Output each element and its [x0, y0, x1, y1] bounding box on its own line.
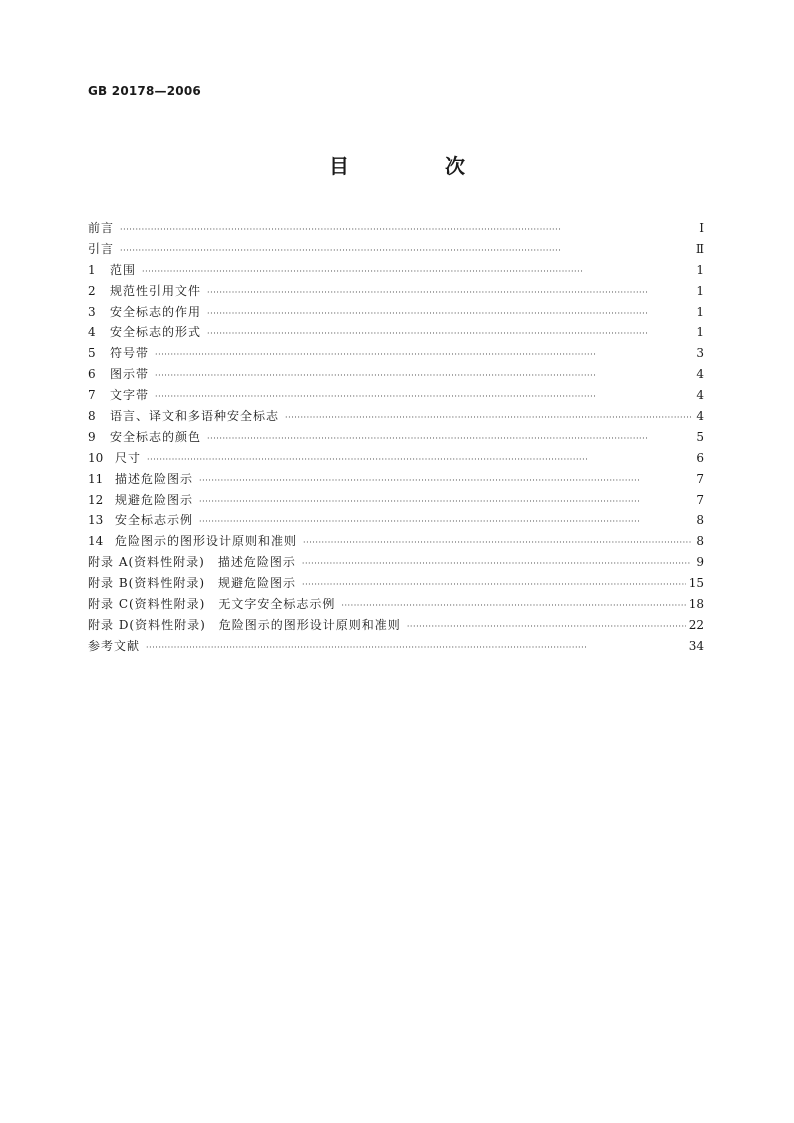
- toc-entry[interactable]: [88, 427, 704, 448]
- toc-entry[interactable]: [88, 364, 704, 385]
- toc-entry-page-number: 8: [696, 534, 704, 549]
- toc-entry-page-number: 3: [696, 346, 704, 361]
- toc-dot-leader: [120, 218, 691, 241]
- toc-entry[interactable]: [88, 594, 704, 615]
- toc-entry-number: 10: [88, 450, 104, 465]
- toc-entry-label: 前言: [88, 221, 115, 235]
- toc-entry-number: 2: [88, 283, 96, 298]
- table-of-contents: [88, 218, 704, 657]
- toc-entry-page-number: 6: [696, 450, 704, 465]
- toc-dot-leader: [199, 490, 691, 513]
- toc-entry-label: 危险图示的图形设计原则和准则: [115, 534, 298, 549]
- toc-dot-leader: [199, 510, 691, 533]
- toc-entry-label: 参考文献: [88, 638, 141, 653]
- toc-dot-leader: [407, 615, 686, 638]
- toc-entry-page-number: Ⅰ: [699, 221, 704, 235]
- toc-entry-page-number: 1: [696, 283, 704, 298]
- toc-entry[interactable]: [88, 469, 704, 490]
- toc-entry-label: 范围: [110, 262, 137, 277]
- toc-entry-page-number: 1: [696, 262, 704, 277]
- toc-entry-page-number: 4: [696, 409, 704, 424]
- toc-entry[interactable]: [88, 385, 704, 406]
- toc-dot-leader: [207, 302, 691, 325]
- toc-dot-leader: [155, 343, 691, 366]
- toc-dot-leader: [207, 281, 691, 304]
- toc-entry-number: 1: [88, 262, 96, 277]
- toc-entry-page-number: 15: [688, 576, 704, 591]
- toc-entry-label: 安全标志的颜色: [110, 429, 202, 444]
- toc-dot-leader: [199, 469, 691, 492]
- toc-entry-page-number: Ⅱ: [695, 241, 704, 256]
- toc-dot-leader: [303, 531, 691, 554]
- toc-entry-label: 附录 A(资料性附录) 描述危险图示: [88, 555, 296, 570]
- toc-entry-page-number: 4: [696, 388, 704, 403]
- toc-entry-label: 附录 B(资料性附录) 规避危险图示: [88, 576, 296, 591]
- toc-entry-label: 附录 D(资料性附录) 危险图示的图形设计原则和准则: [88, 617, 401, 632]
- toc-dot-leader: [302, 573, 686, 596]
- toc-entry-label: 描述危险图示: [115, 471, 194, 486]
- toc-dot-leader: [155, 385, 691, 408]
- toc-entry-number: 8: [88, 409, 96, 424]
- toc-entry-label: 符号带: [110, 346, 150, 361]
- page-title: 目 次: [329, 154, 503, 178]
- toc-entry-label: 引言: [88, 241, 115, 256]
- toc-dot-leader: [155, 364, 691, 387]
- toc-entry-page-number: 4: [696, 367, 704, 382]
- toc-dot-leader: [302, 552, 691, 575]
- toc-entry[interactable]: [88, 260, 704, 281]
- toc-entry[interactable]: [88, 302, 704, 323]
- toc-entry-number: 7: [88, 388, 96, 403]
- toc-entry-page-number: 1: [696, 325, 704, 340]
- toc-dot-leader: [142, 260, 691, 283]
- toc-entry-page-number: 7: [696, 492, 704, 507]
- toc-entry-page-number: 1: [696, 304, 704, 319]
- toc-entry-page-number: 9: [696, 555, 704, 570]
- toc-entry-number: 11: [88, 471, 104, 486]
- toc-entry-number: 14: [88, 534, 104, 549]
- toc-entry-number: 13: [88, 513, 104, 528]
- toc-entry-page-number: 22: [688, 617, 704, 632]
- toc-entry[interactable]: [88, 573, 704, 594]
- toc-entry-page-number: 34: [688, 638, 704, 653]
- toc-entry[interactable]: [88, 615, 704, 636]
- toc-entry-page-number: 8: [696, 513, 704, 528]
- toc-entry[interactable]: [88, 448, 704, 469]
- toc-entry-label: 安全标志示例: [115, 513, 194, 528]
- toc-entry[interactable]: [88, 343, 704, 364]
- toc-dot-leader: [341, 594, 685, 617]
- toc-entry-label: 语言、译文和多语种安全标志: [110, 409, 280, 424]
- toc-entry[interactable]: [88, 510, 704, 531]
- toc-entry[interactable]: [88, 281, 704, 302]
- toc-dot-leader: [207, 322, 691, 345]
- toc-entry-number: 6: [88, 367, 96, 382]
- toc-entry[interactable]: [88, 636, 704, 657]
- toc-entry-label: 安全标志的形式: [110, 325, 202, 340]
- toc-entry[interactable]: [88, 239, 704, 260]
- toc-entry-label: 图示带: [110, 367, 150, 382]
- toc-entry[interactable]: [88, 552, 704, 573]
- toc-entry-label: 规范性引用文件: [110, 283, 202, 298]
- toc-dot-leader: [207, 427, 691, 450]
- toc-entry[interactable]: [88, 531, 704, 552]
- toc-entry-page-number: 7: [696, 471, 704, 486]
- toc-dot-leader: [120, 239, 691, 262]
- toc-entry-label: 文字带: [110, 388, 150, 403]
- toc-entry-number: 3: [88, 304, 96, 319]
- toc-entry[interactable]: [88, 406, 704, 427]
- toc-entry-label: 尺寸: [115, 450, 142, 465]
- toc-dot-leader: [147, 448, 691, 471]
- toc-entry-label: 规避危险图示: [115, 492, 194, 507]
- standard-code: GB 20178—2006: [88, 84, 201, 98]
- toc-entry-number: 9: [88, 429, 96, 444]
- toc-entry-number: 5: [88, 346, 96, 361]
- toc-entry-number: 4: [88, 325, 96, 340]
- toc-entry-page-number: 5: [696, 429, 704, 444]
- toc-entry-label: 安全标志的作用: [110, 304, 202, 319]
- toc-entry[interactable]: [88, 322, 704, 343]
- toc-entry-number: 12: [88, 492, 104, 507]
- toc-dot-leader: [146, 636, 686, 659]
- toc-dot-leader: [285, 406, 691, 429]
- toc-entry-label: 附录 C(资料性附录) 无文字安全标志示例: [88, 597, 336, 612]
- toc-entry-page-number: 18: [688, 597, 704, 612]
- toc-entry[interactable]: [88, 218, 704, 239]
- toc-entry[interactable]: [88, 490, 704, 511]
